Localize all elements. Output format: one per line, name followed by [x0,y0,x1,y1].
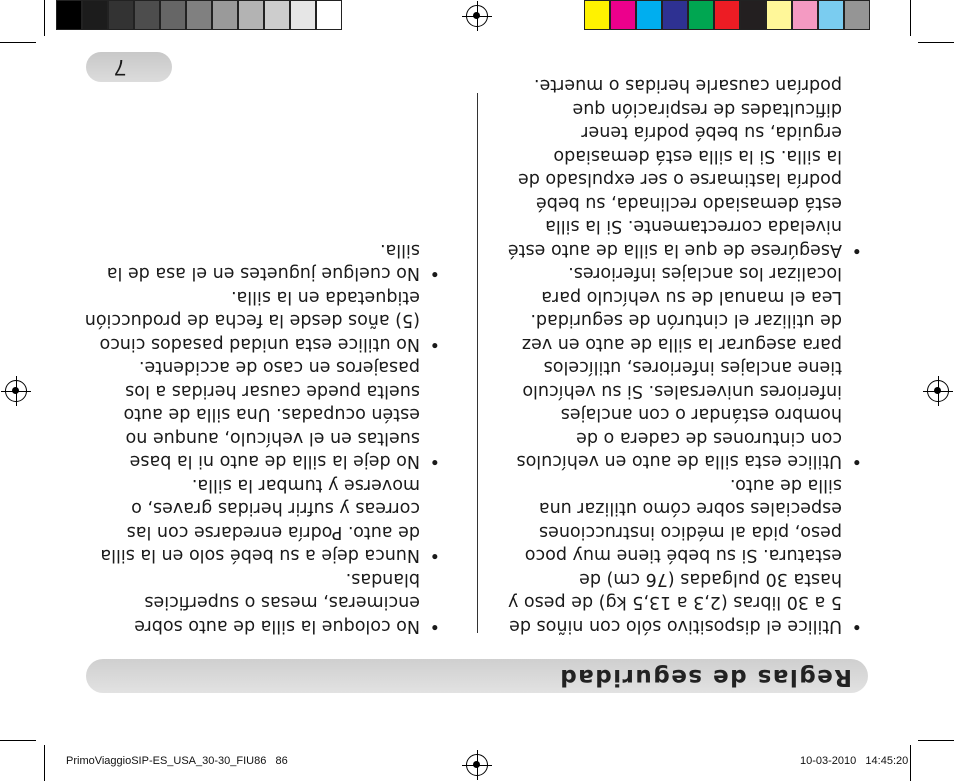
safety-rule: • No coloque la silla de auto sobre encimeras, mesas o superficies blandas. [82,567,442,638]
safety-rule: • No cuelgue juguetes en el asa de la silla. [82,238,442,285]
safety-rule: • No deje la silla de auto ni la base sueltas en el vehículo, aunque no estén ocupadas. Una silla de auto suelta puede causar heridas a los pasajeros en caso de accidente. [82,355,442,473]
section-title: Reglas de seguridad [558,664,852,690]
safety-rule: • Nunca deje a su bebé solo en la silla de auto. Podría enredarse con las correas y sufrir heridas graves, o moverse y tumbar la silla. [82,473,442,567]
column-left [504,73,864,637]
section-header [86,659,868,693]
safety-rule: • No utilice esta unidad pasados cinco (5) años desde la fecha de producción etiquetada en la silla. [82,285,442,356]
column-right [82,238,442,638]
page-number-tab [86,52,172,82]
footer-file-info: PrimoViaggioSIP-ES_USA_30-30_FIU86 86 [66,755,288,767]
safety-rule: • Utilice esta silla de auto en vehículos con cinturones de cadera o de hombro estándar o con anclajes inferiores universales. Si su vehículo tiene anclajes inferiores, utilícelos para asegurar la silla de auto en vez de utilizar el cinturón de seguridad. Lea el manual de su vehículo para localizar los anclajes inferiores. [504,261,864,473]
footer-timestamp: 10-03-2010 14:45:20 [800,755,909,767]
safety-rule: • Utilice el dispositivo sólo con niños de 5 a 30 libras (2,3 a 13,5 kg) de peso y hasta 30 pulgadas (76 cm) de estatura. Si su bebé tiene muy poco peso, pida al médico instrucciones especiales sobre cómo utilizar una silla de auto. [504,473,864,638]
safety-rule: • Asegúrese de que la silla de auto esté nivelada correctamente. Si la silla está demasiado reclinada, su bebé podría lastimarse o ser expulsado de la silla. Si la silla está demasiado erguida, su bebé podría tener dificultades de respiración que podrían causarle heridas o muerte. [504,73,864,261]
page-number: 7 [114,55,127,80]
column-divider [477,93,478,633]
